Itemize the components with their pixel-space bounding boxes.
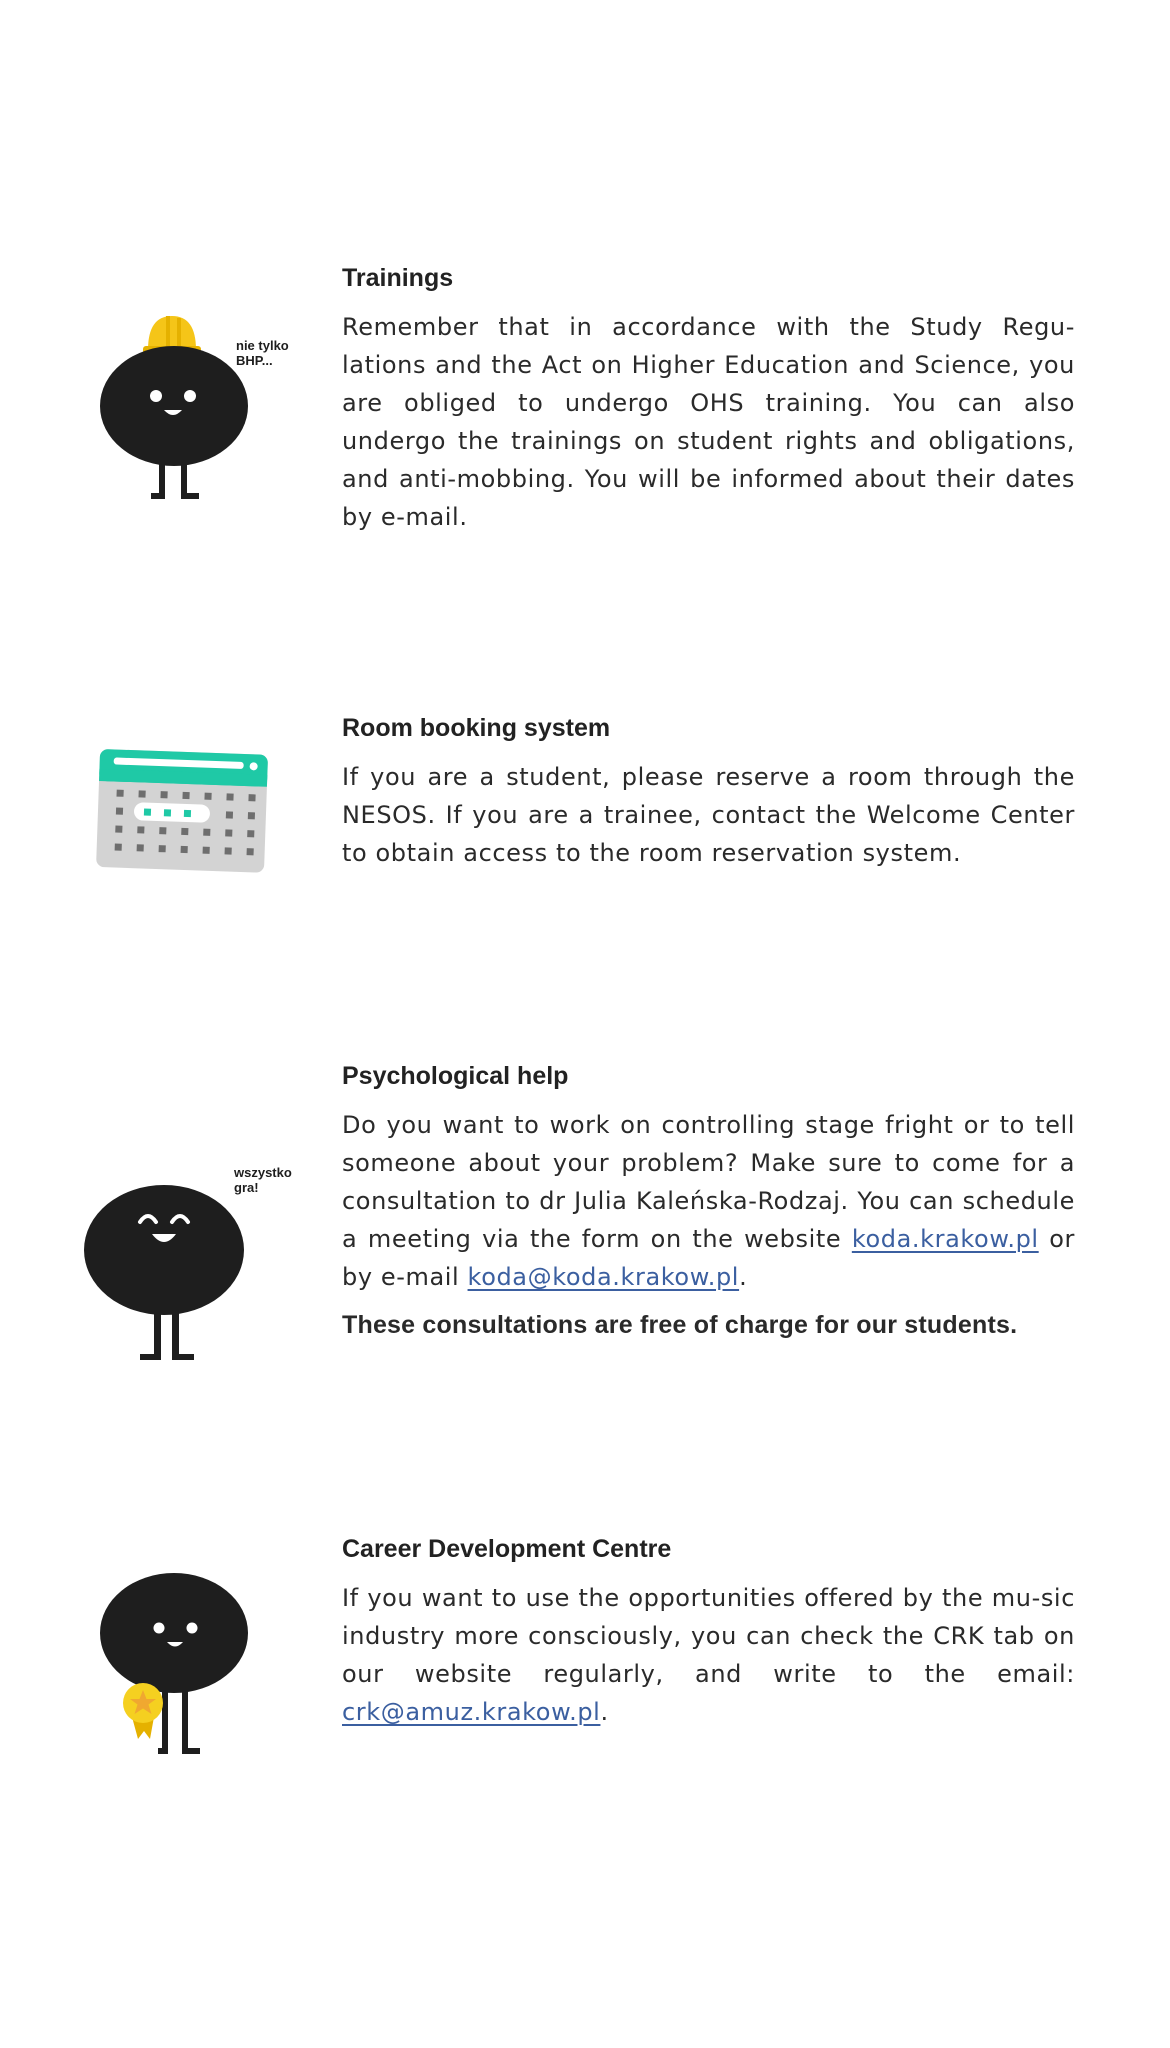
calendar-icon — [96, 742, 276, 882]
happy-character-illustration — [80, 1110, 300, 1370]
koda-email-link[interactable]: koda@koda.krakow.pl — [467, 1263, 740, 1291]
psych-help-body-start: Do you want to work on controlling stage fright or to tell someone about your problem? Make sure to come for a consultation to dr Julia Kaleńska-Rodzaj. You can schedule a meeting via the form on the website — [342, 1111, 1075, 1253]
career-body — [342, 1579, 1075, 1731]
hardhat-character-illustration — [96, 302, 296, 502]
psych-help-body-middle: or by e-mail — [342, 1225, 1076, 1291]
psych-help-text — [342, 1060, 1075, 1344]
happy-character-icon — [80, 1110, 300, 1370]
psych-help-heading: Psychological help — [342, 1062, 569, 1090]
medal-character-icon — [96, 1553, 296, 1773]
psych-help-body-end: . — [739, 1263, 748, 1291]
trainings-text — [342, 262, 1075, 536]
trainings-bubble-text-1: nie tylko — [236, 338, 289, 353]
psych-help-free-note: These consultations are free of charge for our students. — [342, 1311, 1018, 1339]
room-booking-text — [342, 712, 1075, 872]
room-booking-heading: Room booking system — [342, 714, 611, 742]
calendar-illustration — [96, 742, 276, 882]
career-heading: Career Development Centre — [342, 1535, 672, 1563]
koda-website-link[interactable]: koda.krakow.pl — [851, 1225, 1039, 1253]
psych-help-body — [342, 1106, 1075, 1296]
medal-character-illustration — [96, 1553, 296, 1773]
psych-bubble-text-2: gra! — [234, 1180, 259, 1195]
trainings-heading: Trainings — [342, 264, 454, 292]
room-booking-body: If you are a student, please reserve a room through the NESOS. If you are a trainee, contact the Welcome Center to obtain access to the room reservation system. — [342, 763, 1075, 867]
hardhat-character-icon — [96, 302, 296, 502]
trainings-bubble-text-2: BHP... — [236, 353, 273, 368]
career-text — [342, 1533, 1075, 1731]
career-body-end: . — [600, 1698, 609, 1726]
psych-bubble-text-1: wszystko — [234, 1165, 292, 1180]
career-body-start: If you want to use the opportunities offered by the mu-sic industry more consciously, you can check the CRK tab on our website regularly, and write to the email: — [342, 1584, 1075, 1688]
trainings-body: Remember that in accordance with the Study Regu-lations and the Act on Higher Education and Science, you are obliged to undergo OHS training. You can also undergo the trainings on student rights and obligations, and anti-mobbing. You will be informed about their dates by e-mail. — [342, 313, 1075, 531]
crk-email-link[interactable]: crk@amuz.krakow.pl — [342, 1698, 601, 1726]
